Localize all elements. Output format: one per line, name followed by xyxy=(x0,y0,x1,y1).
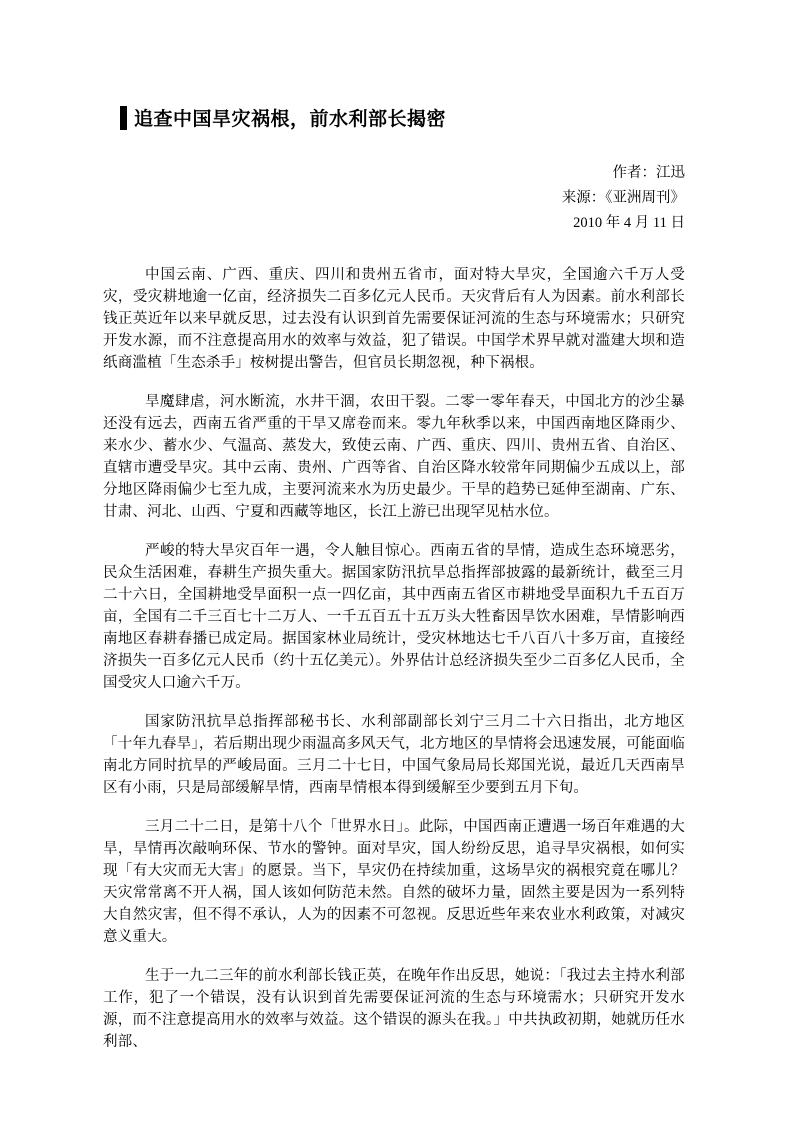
paragraph-6: 生于一九二三年的前水利部长钱正英，在晚年作出反思，她说：「我过去主持水利部工作，犯了一个错误，没有认识到首先需要保证河流的生态与环境需水；只研究开发水源，而不注意提高用水的效率与效益。这个错误的源头在我。」中共执政初期，她就历任水利部、 xyxy=(103,968,685,1050)
paragraph-1: 中国云南、广西、重庆、四川和贵州五省市，面对特大旱灾，全国逾六千万人受灾，受灾耕地逾一亿亩，经济损失二百多亿元人民币。天灾背后有人为因素。前水利部长钱正英近年以来早就反思，过去没有认识到首先需要保证河流的生态与环境需水；只研究开发水源，而不注意提高用水的效率与效益，犯了错误。中国学术界早就对滥建大坝和造纸商滥植「生态杀手」桉树提出警告，但官员长期忽视，种下祸根。 xyxy=(103,267,685,371)
paragraph-5: 三月二十二日，是第十八个「世界水日」。此际，中国西南正遭遇一场百年难遇的大旱，旱情再次敲响环保、节水的警钟。面对旱灾，国人纷纷反思，追寻旱灾祸根，如何实现「有大灾而无大害」的愿景。当下，旱灾仍在持续加重，这场旱灾的祸根究竟在哪儿？天灾常常离不开人祸，国人该如何防范未然。自然的破坏力量，固然主要是因为一系列特大自然灾害，但不得不承认，人为的因素不可忽视。反思近些年来农业水利政策，对减灾意义重大。 xyxy=(103,819,685,945)
meta-date: 2010 年 4 月 11 日 xyxy=(573,215,685,231)
meta-source: 来源：《亚洲周刊》 xyxy=(561,190,685,206)
title-accent-bar xyxy=(120,106,127,130)
paragraph-4: 国家防汛抗旱总指挥部秘书长、水利部副部长刘宁三月二十六日指出，北方地区「十年九春旱」，若后期出现少雨温高多风天气，北方地区的旱情将会迅速发展，可能面临南北方同时抗旱的严峻局面。三月二十七日，中国气象局局长郑国光说，最近几天西南旱区有小雨，只是局部缓解旱情，西南旱情根本得到缓解至少要到五月下旬。 xyxy=(103,714,685,796)
article-title-row xyxy=(120,104,685,131)
paragraph-3: 严峻的特大旱灾百年一遇，令人触目惊心。西南五省的旱情，造成生态环境恶劣，民众生活困难，春耕生产损失重大。据国家防汛抗旱总指挥部披露的最新统计，截至三月二十六日，全国耕地受旱面积一点一四亿亩，其中西南五省区市耕地受旱面积九千五百万亩，全国有二千三百七十二万人、一千五百五十五万头大牲畜因旱饮水困难，旱情影响西南地区春耕春播已成定局。据国家林业局统计，受灾林地达七千八百八十多万亩，直接经济损失一百多亿元人民币（约十五亿美元）。外界估计总经济损失至少二百多亿人民币，全国受灾人口逾六千万。 xyxy=(103,543,685,691)
article-body xyxy=(103,264,685,1053)
page-title: 追查中国旱灾祸根，前水利部长揭密 xyxy=(134,109,447,130)
document-content xyxy=(103,104,685,1070)
meta-author: 作者：江迅 xyxy=(612,165,685,181)
paragraph-2: 旱魔肆虐，河水断流，水井干涸，农田干裂。二零一零年春天，中国北方的沙尘暴还没有远去，西南五省严重的干旱又席卷而来。零九年秋季以来，中国西南地区降雨少、来水少、蓄水少、气温高、蒸发大，致使云南、广西、重庆、四川、贵州五省、自治区、直辖市遭受旱灾。其中云南、贵州、广西等省、自治区降水较常年同期偏少五成以上，部分地区降雨偏少七至九成，主要河流来水为历史最少。干旱的趋势已延伸至湖南、广东、甘肃、河北、山西、宁夏和西藏等地区，长江上游已出现罕见枯水位。 xyxy=(103,394,685,520)
article-meta xyxy=(103,161,685,236)
